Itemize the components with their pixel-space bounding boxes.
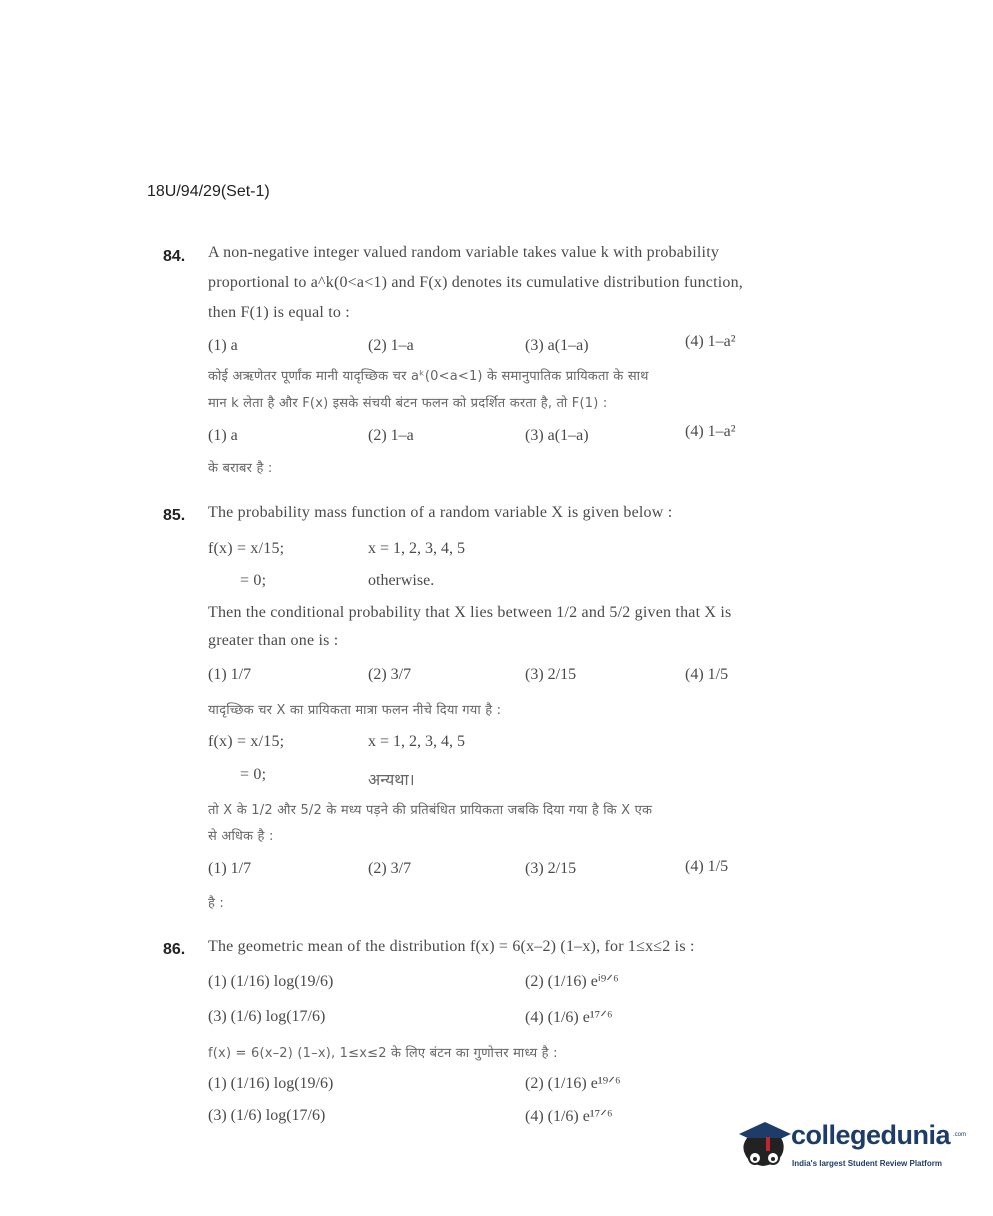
question-84-number: 84. [163, 248, 186, 265]
q86-hindi-option-3: (3) (1/6) log(17/6) [208, 1107, 326, 1124]
q84-line-1: A non-negative integer valued random variable takes value k with probability [208, 244, 720, 261]
q85-hindi-line-1: तो X के 1/2 और 5/2 के मध्य पड़ने की प्रतिबंधित प्रायिकता जबकि दिया गया है कि X एक [208, 803, 653, 818]
q85-pmf-x: x = 1, 2, 3, 4, 5 [368, 540, 466, 557]
logo-tagline: India's largest Student Review Platform [792, 1159, 942, 1168]
q85-hindi-option-3: (3) 2/15 [525, 860, 577, 877]
q84-hindi-option-4: (4) 1–a² [685, 423, 736, 440]
q85-option-1: (1) 1/7 [208, 666, 252, 683]
q85-hindi-pmf-f: f(x) = x/15; [208, 733, 285, 750]
q86-intro: The geometric mean of the distribution f(x) = 6(x–2) (1–x), for 1≤x≤2 is : [208, 938, 695, 955]
logo-wordmark: collegedunia [791, 1120, 951, 1150]
graduate-mascot-icon [735, 1108, 793, 1180]
q86-option-1: (1) (1/16) log(19/6) [208, 973, 334, 990]
q84-hindi-line-1: कोई अऋणेतर पूर्णांक मानी यादृच्छिक चर aᵏ(0<a<1) के समानुपातिक प्रायिकता के साथ [208, 369, 649, 384]
q86-hindi-option-4: (4) (1/6) e¹⁷ᐟ⁶ [525, 1108, 613, 1125]
q85-hindi-option-2: (2) 3/7 [368, 860, 412, 877]
q85-hindi-tail: है : [208, 896, 225, 911]
q84-option-4: (4) 1–a² [685, 333, 736, 350]
q85-line-1: Then the conditional probability that X lies between 1/2 and 5/2 given that X is [208, 604, 732, 621]
paper-code: 18U/94/29(Set-1) [147, 183, 270, 200]
q86-hindi-option-2: (2) (1/16) e¹⁹ᐟ⁶ [525, 1075, 621, 1092]
q84-line-3: then F(1) is equal to : [208, 304, 350, 321]
q84-option-2: (2) 1–a [368, 337, 414, 354]
q85-hindi-pmf-zero: = 0; [240, 766, 267, 783]
q85-hindi-otherwise: अन्यथा। [368, 770, 415, 789]
q85-pmf-otherwise: otherwise. [368, 572, 435, 589]
q84-hindi-option-2: (2) 1–a [368, 427, 414, 444]
q85-option-2: (2) 3/7 [368, 666, 412, 683]
q85-pmf-zero: = 0; [240, 572, 267, 589]
q86-option-3: (3) (1/6) log(17/6) [208, 1008, 326, 1025]
q86-hindi-intro: f(x) = 6(x–2) (1–x), 1≤x≤2 के लिए बंटन का गुणोत्तर माध्य है : [208, 1046, 558, 1061]
collegedunia-logo [735, 1108, 965, 1180]
q86-option-2: (2) (1/16) eⁱ⁹ᐟ⁶ [525, 973, 619, 990]
q85-hindi-pmf-x: x = 1, 2, 3, 4, 5 [368, 733, 466, 750]
q84-hindi-tail: के बराबर है : [208, 461, 273, 476]
question-86-number: 86. [163, 941, 186, 958]
q85-hindi-option-4: (4) 1/5 [685, 858, 729, 875]
question-85-number: 85. [163, 507, 186, 524]
q85-line-2: greater than one is : [208, 632, 339, 649]
q85-hindi-line-2: से अधिक है : [208, 829, 274, 844]
q84-hindi-option-3: (3) a(1–a) [525, 427, 589, 444]
logo-domain: .com [953, 1132, 967, 1138]
q86-hindi-option-1: (1) (1/16) log(19/6) [208, 1075, 334, 1092]
q85-option-4: (4) 1/5 [685, 666, 729, 683]
q84-hindi-option-1: (1) a [208, 427, 238, 444]
q86-option-4: (4) (1/6) e¹⁷ᐟ⁶ [525, 1009, 613, 1026]
q85-hindi-option-1: (1) 1/7 [208, 860, 252, 877]
q84-line-2: proportional to a^k(0<a<1) and F(x) denotes its cumulative distribution function, [208, 274, 743, 291]
q85-intro: The probability mass function of a random variable X is given below : [208, 504, 673, 521]
q85-option-3: (3) 2/15 [525, 666, 577, 683]
q85-pmf-f: f(x) = x/15; [208, 540, 285, 557]
q84-option-3: (3) a(1–a) [525, 337, 589, 354]
q84-option-1: (1) a [208, 337, 238, 354]
q84-hindi-line-2: मान k लेता है और F(x) इसके संचयी बंटन फलन को प्रदर्शित करता है, तो F(1) : [208, 396, 608, 411]
q85-hindi-intro: यादृच्छिक चर X का प्रायिकता मात्रा फलन नीचे दिया गया है : [208, 703, 502, 718]
